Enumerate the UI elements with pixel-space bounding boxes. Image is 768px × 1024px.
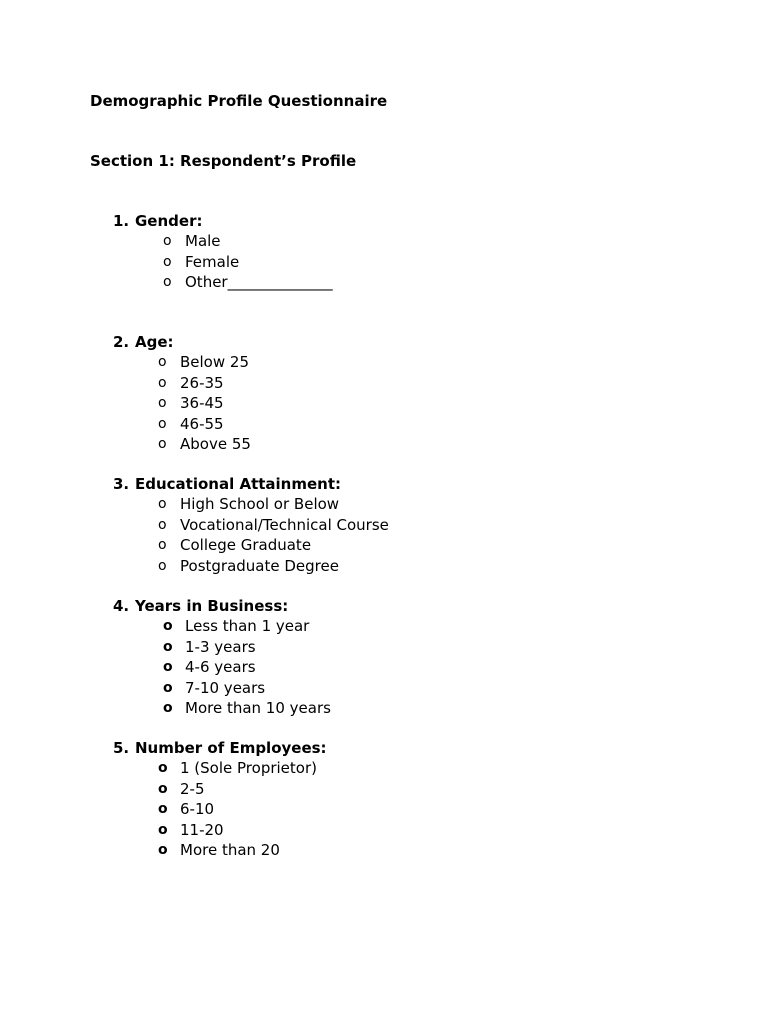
question-label: Gender: — [135, 212, 203, 230]
option-item[interactable] — [113, 678, 713, 699]
bullet-icon: o — [163, 253, 172, 270]
option-item[interactable] — [113, 758, 713, 779]
option-item[interactable] — [113, 535, 713, 556]
bullet-icon: o — [158, 801, 168, 818]
option-label: Less than 1 year — [185, 617, 310, 635]
option-list — [113, 231, 713, 293]
bullet-icon: o — [163, 679, 173, 696]
question-number: 1. — [113, 212, 130, 230]
bullet-icon: o — [158, 821, 168, 838]
section-title: Section 1: Respondent’s Profile — [90, 152, 357, 170]
option-item[interactable] — [113, 231, 713, 252]
option-item[interactable] — [113, 779, 713, 800]
option-label: 4-6 years — [185, 658, 256, 677]
option-label: Other______________ — [185, 273, 333, 292]
question-label: Number of Employees: — [135, 739, 327, 757]
bullet-icon: o — [158, 760, 168, 776]
option-item[interactable] — [113, 515, 713, 536]
bullet-icon: o — [158, 496, 167, 512]
option-label: 6-10 — [180, 800, 215, 819]
option-item[interactable] — [113, 373, 713, 394]
option-label: 26-35 — [180, 373, 224, 392]
option-label: Postgraduate Degree — [180, 556, 339, 575]
bullet-icon: o — [158, 537, 167, 554]
question-number: 4. — [113, 597, 130, 615]
option-item[interactable] — [113, 352, 713, 373]
question-label: Years in Business: — [135, 597, 289, 615]
option-item[interactable] — [113, 616, 713, 637]
bullet-icon: o — [163, 233, 172, 249]
bullet-icon: o — [158, 842, 168, 859]
option-list — [113, 494, 713, 576]
option-item[interactable] — [113, 637, 713, 658]
question-heading — [113, 596, 713, 616]
option-item[interactable] — [113, 698, 713, 719]
option-label: High School or Below — [180, 495, 340, 513]
question-number-of-employees — [113, 738, 713, 861]
question-number: 2. — [113, 333, 130, 351]
option-label: More than 10 years — [185, 699, 331, 718]
bullet-icon: o — [158, 354, 167, 370]
question-heading — [113, 211, 713, 231]
question-educational-attainment — [113, 474, 713, 576]
question-gender — [113, 211, 713, 293]
bullet-icon: o — [158, 516, 167, 533]
option-label: Above 55 — [180, 435, 251, 454]
option-label: More than 20 — [180, 841, 280, 860]
option-label: 1-3 years — [185, 637, 256, 656]
question-number: 3. — [113, 475, 130, 493]
bullet-icon: o — [163, 618, 173, 634]
option-item[interactable] — [113, 434, 713, 455]
option-label: Below 25 — [180, 353, 249, 371]
option-label: Male — [185, 232, 221, 250]
option-list — [113, 616, 713, 719]
option-label: 11-20 — [180, 820, 224, 839]
option-label: 46-55 — [180, 414, 224, 433]
option-label: 2-5 — [180, 779, 205, 798]
option-item[interactable] — [113, 799, 713, 820]
option-item[interactable] — [113, 393, 713, 414]
option-item[interactable] — [113, 657, 713, 678]
question-number: 5. — [113, 739, 130, 757]
bullet-icon: o — [158, 436, 167, 453]
question-years-in-business — [113, 596, 713, 719]
bullet-icon: o — [158, 557, 167, 574]
option-item[interactable] — [113, 414, 713, 435]
option-label: College Graduate — [180, 536, 312, 555]
option-list — [113, 758, 713, 861]
bullet-icon: o — [163, 659, 173, 676]
bullet-icon: o — [163, 274, 172, 291]
bullet-icon: o — [163, 638, 173, 655]
option-label: 36-45 — [180, 394, 224, 413]
bullet-icon: o — [158, 395, 167, 412]
option-label: Vocational/Technical Course — [180, 515, 389, 534]
option-label: Female — [185, 252, 240, 271]
option-item[interactable] — [113, 556, 713, 577]
question-label: Educational Attainment: — [135, 475, 342, 493]
option-item[interactable] — [113, 252, 713, 273]
option-label: 1 (Sole Proprietor) — [180, 759, 317, 777]
option-label: 7-10 years — [185, 678, 266, 697]
option-item[interactable] — [113, 820, 713, 841]
option-list — [113, 352, 713, 455]
question-heading — [113, 474, 713, 494]
option-item[interactable] — [113, 494, 713, 515]
bullet-icon: o — [163, 700, 173, 717]
option-item[interactable] — [113, 272, 713, 293]
document-title: Demographic Profile Questionnaire — [90, 92, 388, 110]
question-label: Age: — [135, 333, 174, 351]
bullet-icon: o — [158, 780, 168, 797]
question-age — [113, 332, 713, 455]
option-item[interactable] — [113, 840, 713, 861]
bullet-icon: o — [158, 374, 167, 391]
question-heading — [113, 332, 713, 352]
question-heading — [113, 738, 713, 758]
bullet-icon: o — [158, 415, 167, 432]
